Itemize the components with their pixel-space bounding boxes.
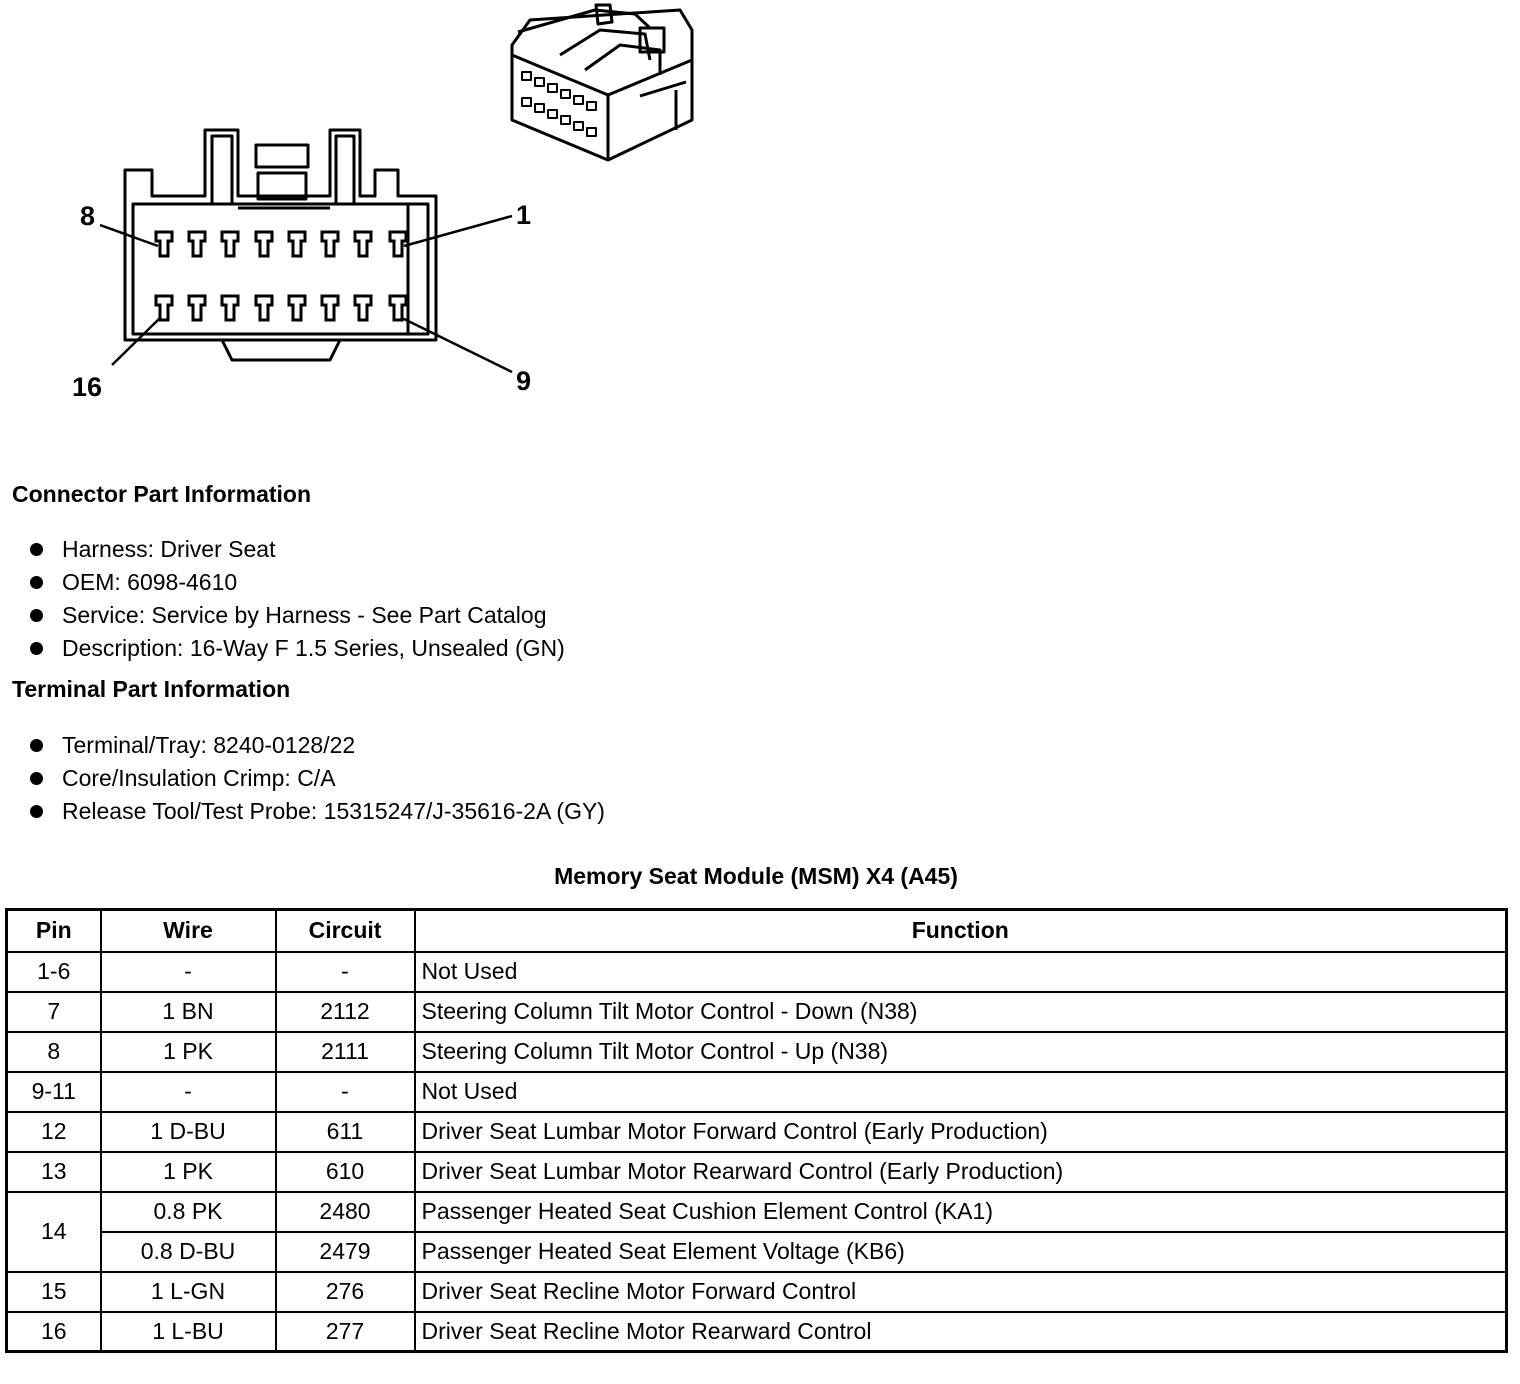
pin-label-9: 9	[516, 366, 532, 396]
cell-circuit: -	[276, 952, 415, 992]
cell-pin: 16	[7, 1312, 101, 1352]
terminal-info-heading: Terminal Part Information	[12, 676, 291, 702]
list-item	[28, 566, 565, 599]
cell-wire: 1 PK	[101, 1032, 276, 1072]
list-item-text: Harness: Driver Seat	[62, 536, 276, 562]
header-function: Function	[415, 910, 1507, 952]
table-row	[7, 1232, 1507, 1272]
bullet-icon	[30, 576, 43, 589]
cell-function: Not Used	[415, 952, 1507, 992]
cell-wire: 1 L-BU	[101, 1312, 276, 1352]
list-item-text: Release Tool/Test Probe: 15315247/J-35616-2A (GY)	[62, 798, 605, 824]
cell-wire: -	[101, 952, 276, 992]
terminal-cavity	[390, 296, 406, 320]
bullet-icon	[30, 772, 43, 785]
cell-circuit: 611	[276, 1112, 415, 1152]
terminal-cavity	[256, 232, 272, 256]
cell-wire: 0.8 D-BU	[101, 1232, 276, 1272]
connector-face-view	[125, 130, 436, 360]
list-item	[28, 599, 565, 632]
terminal-cavity	[189, 296, 205, 320]
cell-pin: 1-6	[7, 952, 101, 992]
terminal-info-list	[28, 729, 605, 828]
bullet-icon	[30, 543, 43, 556]
table-row	[7, 1032, 1507, 1072]
terminal-cavity	[156, 232, 172, 256]
list-item	[28, 533, 565, 566]
terminal-cavity	[322, 232, 338, 256]
table-header-row	[7, 910, 1507, 952]
table-row	[7, 1312, 1507, 1352]
pin-label-16: 16	[72, 372, 103, 402]
connector-info-list	[28, 533, 565, 665]
cell-function: Driver Seat Lumbar Motor Forward Control (Early Production)	[415, 1112, 1507, 1152]
terminal-cavity	[355, 232, 371, 256]
list-item-text: OEM: 6098-4610	[62, 569, 238, 595]
terminal-cavity	[189, 232, 205, 256]
cell-function: Passenger Heated Seat Element Voltage (KB6)	[415, 1232, 1507, 1272]
table-title: Memory Seat Module (MSM) X4 (A45)	[554, 863, 958, 889]
cell-wire: 1 PK	[101, 1152, 276, 1192]
cell-function: Driver Seat Recline Motor Forward Control	[415, 1272, 1507, 1312]
cell-wire: 0.8 PK	[101, 1192, 276, 1232]
cell-circuit: -	[276, 1072, 415, 1112]
terminal-cavity	[322, 296, 338, 320]
cell-pin: 9-11	[7, 1072, 101, 1112]
terminal-cavity	[256, 296, 272, 320]
list-item-text: Terminal/Tray: 8240-0128/22	[62, 732, 356, 758]
cell-function: Steering Column Tilt Motor Control - Down (N38)	[415, 992, 1507, 1032]
table-row	[7, 1112, 1507, 1152]
terminal-cavity	[222, 296, 238, 320]
cell-pin: 12	[7, 1112, 101, 1152]
cell-circuit: 2111	[276, 1032, 415, 1072]
cell-function: Not Used	[415, 1072, 1507, 1112]
list-item-text: Description: 16-Way F 1.5 Series, Unsealed (GN)	[62, 635, 565, 661]
table-row	[7, 1272, 1507, 1312]
bullet-icon	[30, 739, 43, 752]
cell-circuit: 610	[276, 1152, 415, 1192]
list-item-text: Core/Insulation Crimp: C/A	[62, 765, 336, 791]
cell-circuit: 2480	[276, 1192, 415, 1232]
bullet-icon	[30, 609, 43, 622]
list-item	[28, 729, 605, 762]
cell-function: Steering Column Tilt Motor Control - Up (N38)	[415, 1032, 1507, 1072]
header-pin: Pin	[7, 910, 101, 952]
bullet-icon	[30, 805, 43, 818]
terminal-cavity	[289, 296, 305, 320]
cell-pin: 13	[7, 1152, 101, 1192]
cell-pin: 14	[7, 1192, 101, 1272]
table-row	[7, 1152, 1507, 1192]
table-row	[7, 1072, 1507, 1112]
connector-info-heading: Connector Part Information	[12, 481, 312, 507]
header-wire: Wire	[101, 910, 276, 952]
pin-label-1: 1	[516, 200, 532, 230]
list-item	[28, 795, 605, 828]
terminal-cavity	[222, 232, 238, 256]
cell-circuit: 2479	[276, 1232, 415, 1272]
bullet-icon	[30, 642, 43, 655]
list-item	[28, 762, 605, 795]
table-row	[7, 1192, 1507, 1232]
cell-wire: 1 BN	[101, 992, 276, 1032]
cell-pin: 15	[7, 1272, 101, 1312]
list-item	[28, 632, 565, 665]
cell-pin: 8	[7, 1032, 101, 1072]
terminal-cavity	[390, 232, 406, 256]
terminal-cavities	[156, 232, 406, 320]
cell-wire: -	[101, 1072, 276, 1112]
header-circuit: Circuit	[276, 910, 415, 952]
cell-wire: 1 L-GN	[101, 1272, 276, 1312]
terminal-cavity	[156, 296, 172, 320]
table-row	[7, 952, 1507, 992]
pinout-table	[5, 908, 1508, 1353]
cell-function: Driver Seat Recline Motor Rearward Control	[415, 1312, 1507, 1352]
cell-function: Passenger Heated Seat Cushion Element Control (KA1)	[415, 1192, 1507, 1232]
cell-pin: 7	[7, 992, 101, 1032]
cell-wire: 1 D-BU	[101, 1112, 276, 1152]
connector-3d-view	[512, 5, 692, 160]
cell-circuit: 277	[276, 1312, 415, 1352]
terminal-cavity	[355, 296, 371, 320]
cell-function: Driver Seat Lumbar Motor Rearward Control (Early Production)	[415, 1152, 1507, 1192]
cell-circuit: 276	[276, 1272, 415, 1312]
terminal-cavity	[289, 232, 305, 256]
table-row	[7, 992, 1507, 1032]
cell-circuit: 2112	[276, 992, 415, 1032]
connector-diagram	[0, 0, 720, 420]
list-item-text: Service: Service by Harness - See Part Catalog	[62, 602, 547, 628]
pin-label-8: 8	[80, 201, 96, 231]
